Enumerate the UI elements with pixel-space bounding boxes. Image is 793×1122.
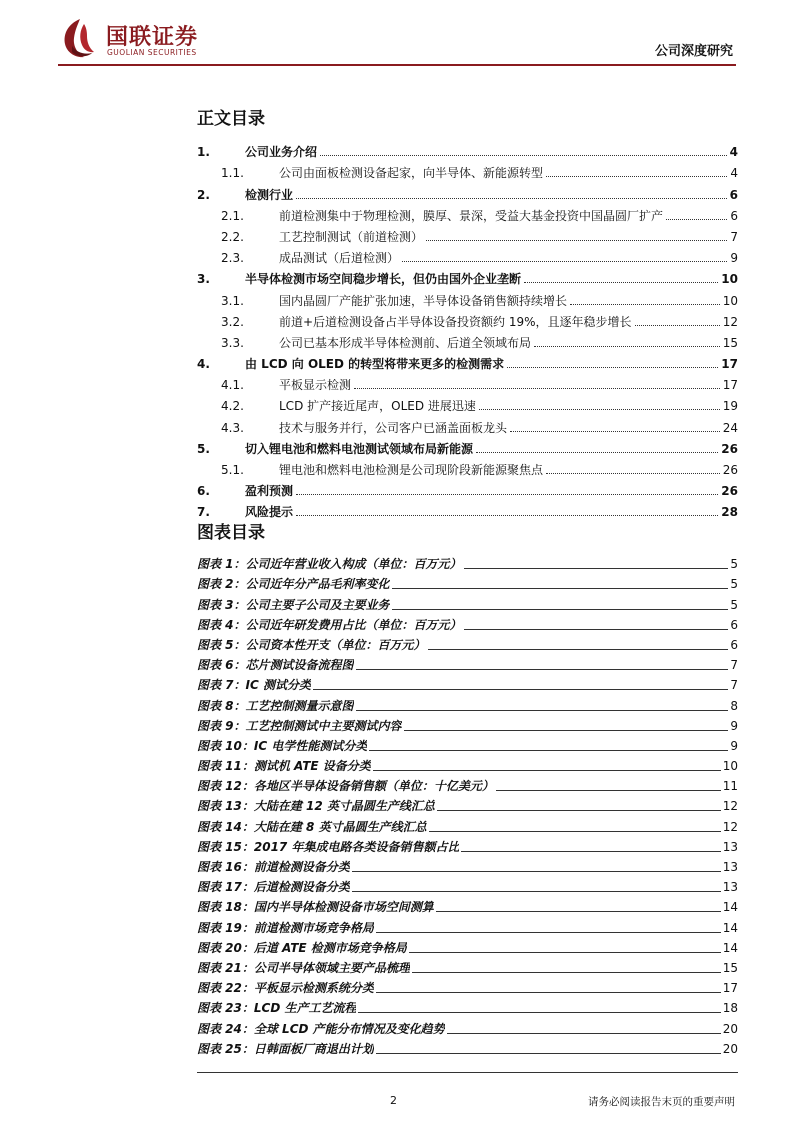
figure-entry-leader [404, 730, 729, 731]
toc-dot-leader [476, 452, 718, 453]
toc-entry-title: LCD 扩产接近尾声，OLED 进展迅速 [279, 399, 476, 414]
toc-entry-page: 26 [722, 463, 738, 477]
figure-entry-title: 图表 12：各地区半导体设备销售额（单位：十亿美元） [197, 779, 494, 794]
toc-section-entry[interactable] [197, 413, 738, 434]
toc-entry-title: 工艺控制测试（前道检测） [279, 229, 424, 244]
toc-entry-title: 公司由面板检测设备起家，向半导体、新能源转型 [279, 166, 544, 181]
toc-entry-title: 风险提示 [245, 505, 294, 520]
toc-entry-number: 2.3. [221, 251, 244, 266]
toc-entry-number: 5. [197, 441, 210, 456]
toc-entry-number: 5.1. [221, 463, 244, 477]
figure-entry-page: 5 [730, 597, 738, 612]
figure-entry-page: 6 [730, 637, 738, 652]
toc-chapter-entry[interactable] [197, 435, 738, 456]
figure-entry-page: 8 [730, 698, 738, 713]
figure-entry-page: 5 [730, 557, 738, 572]
figure-entry-page: 13 [722, 880, 738, 895]
toc-entry-number: 3. [197, 272, 210, 287]
toc-entry-number: 1. [197, 145, 210, 160]
figure-entry-leader [437, 810, 721, 811]
toc-entry-title: 切入锂电池和燃料电池测试领域布局新能源 [245, 441, 474, 456]
figure-entry-page: 14 [722, 940, 738, 955]
figure-entry-leader [352, 891, 721, 892]
toc-dot-leader [635, 325, 720, 326]
toc-entry-number: 7. [197, 505, 210, 520]
toc-entry-page: 4 [730, 166, 738, 181]
company-logo [58, 16, 228, 60]
toc-entry-title: 锂电池和燃料电池检测是公司现阶段新能源聚焦点 [279, 463, 544, 477]
toc-entry-number: 2.2. [221, 229, 244, 244]
toc-dot-leader [510, 431, 720, 432]
figure-entry-title: 图表 16：前道检测设备分类 [197, 860, 350, 874]
logo-icon [58, 16, 102, 60]
toc-entry-page: 15 [722, 335, 738, 350]
toc-entry-page: 17 [722, 378, 738, 393]
figure-entry-page: 9 [730, 738, 738, 753]
toc-entry-page: 26 [721, 484, 738, 499]
toc-dot-leader [546, 176, 727, 177]
toc-dot-leader [296, 198, 727, 199]
figure-entry-leader [392, 588, 729, 589]
figure-list-entry[interactable] [197, 955, 738, 975]
figure-list-entry[interactable] [197, 632, 738, 652]
figure-list-entry[interactable] [197, 793, 738, 813]
figure-entry-leader [409, 952, 721, 953]
toc-entry-title: 公司已基本形成半导体检测前、后道全领域布局 [279, 335, 532, 350]
figure-entry-leader [429, 831, 721, 832]
figure-list-entry[interactable] [197, 713, 738, 733]
figure-entry-leader [376, 992, 721, 993]
footer-disclaimer: 请务必阅读报告末页的重要声明 [588, 1096, 735, 1108]
toc-entry-page: 6 [729, 187, 738, 202]
toc-chapter-entry[interactable] [197, 138, 738, 159]
toc-dot-leader [507, 367, 718, 368]
report-type-label: 公司深度研究 [654, 44, 733, 59]
figure-entry-page: 7 [730, 658, 738, 673]
header-divider [58, 64, 736, 66]
toc-entry-title: 技术与服务并行，公司客户已涵盖面板龙头 [279, 420, 508, 435]
toc-entry-number: 4.2. [221, 399, 244, 414]
toc-entry-title: 半导体检测市场空间稳步增长，但仍由国外企业垄断 [245, 272, 522, 287]
toc-entry-page: 7 [730, 229, 738, 244]
toc-dot-leader [524, 282, 718, 283]
figure-entry-title: 图表 11：测试机 ATE 设备分类 [197, 759, 371, 774]
figure-entry-title: 图表 19：前道检测市场竞争格局 [197, 920, 374, 935]
figure-list-entry[interactable] [197, 914, 738, 934]
figure-list-entry[interactable] [197, 1015, 738, 1035]
toc-chapter-entry[interactable] [197, 498, 738, 519]
toc-entry-title: 前道检测集中于物理检测，膜厚、景深，受益大基金投资中国晶圆厂扩产 [279, 208, 664, 223]
toc-entry-title: 平板显示检测 [279, 378, 352, 393]
figure-entry-title: 图表 10：IC 电学性能测试分类 [197, 738, 368, 753]
figure-entry-title: 图表 4：公司近年研发费用占比（单位：百万元） [197, 617, 462, 632]
page-number: 2 [390, 1094, 397, 1107]
toc-dot-leader [546, 473, 720, 474]
figure-entry-title: 图表 5：公司资本性开支（单位：百万元） [197, 637, 426, 652]
toc-dot-leader [534, 346, 720, 347]
toc-entry-title: 国内晶圆厂产能扩张加速，半导体设备销售额持续增长 [279, 293, 568, 308]
figure-list-entry[interactable] [197, 612, 738, 632]
table-of-contents [197, 138, 738, 519]
figure-entry-leader [464, 568, 729, 569]
toc-entry-page: 26 [721, 441, 738, 456]
toc-entry-page: 24 [722, 420, 738, 435]
figure-entry-leader [392, 609, 729, 610]
figure-entry-leader [436, 911, 721, 912]
toc-entry-page: 4 [729, 145, 738, 160]
figure-entry-title: 图表 17：后道检测设备分类 [197, 880, 350, 895]
figure-entry-page: 14 [722, 920, 738, 935]
logo-chinese-name: 国联证券 [106, 25, 199, 50]
toc-entry-title: 由 LCD 向 OLED 的转型将带来更多的检测需求 [245, 357, 505, 372]
figure-entry-title: 图表 18：国内半导体检测设备市场空间测算 [197, 900, 434, 915]
figure-list-entry[interactable] [197, 591, 738, 611]
toc-entry-title: 公司业务介绍 [245, 145, 318, 160]
toc-section-entry[interactable] [197, 223, 738, 244]
figure-list-entry[interactable] [197, 652, 738, 672]
figure-entry-page: 9 [730, 718, 738, 733]
figure-entry-title: 图表 24：全球 LCD 产能分布情况及变化趋势 [197, 1021, 445, 1036]
figure-entry-page: 20 [722, 1021, 738, 1036]
figure-entry-title: 图表 15：2017 年集成电路各类设备销售额占比 [197, 839, 460, 854]
figure-entry-leader [464, 629, 729, 630]
figure-entry-title: 图表 23：LCD 生产工艺流程 [197, 1001, 357, 1016]
figure-list-entry[interactable] [197, 874, 738, 894]
figure-list-entry[interactable] [197, 692, 738, 712]
figure-entry-page: 11 [722, 779, 738, 794]
toc-section-entry[interactable] [197, 371, 738, 392]
figure-entry-title: 图表 25：日韩面板厂商退出计划 [197, 1041, 374, 1056]
figure-list-entry[interactable] [197, 995, 738, 1015]
figure-list-entry[interactable] [197, 834, 738, 854]
figure-entry-page: 7 [730, 678, 738, 693]
figure-list-entry[interactable] [197, 935, 738, 955]
toc-entry-page: 28 [721, 505, 738, 520]
figure-list-entry[interactable] [197, 571, 738, 591]
figure-entry-title: 图表 13：大陆在建 12 英寸晶圆生产线汇总 [197, 799, 435, 814]
toc-entry-page: 12 [722, 314, 738, 329]
figure-entry-page: 12 [722, 819, 738, 834]
toc-section-entry[interactable] [197, 329, 738, 350]
toc-entry-title: 成品测试（后道检测） [279, 251, 400, 266]
toc-section-entry[interactable] [197, 456, 738, 477]
toc-chapter-entry[interactable] [197, 477, 738, 498]
figure-list-entry[interactable] [197, 1036, 738, 1056]
toc-entry-number: 4.3. [221, 420, 244, 435]
toc-dot-leader [570, 304, 720, 305]
toc-entry-number: 4.1. [221, 378, 244, 393]
figure-entry-leader [461, 851, 720, 852]
toc-dot-leader [402, 261, 727, 262]
figure-list-entry[interactable] [197, 975, 738, 995]
toc-dot-leader [426, 240, 727, 241]
toc-section-entry[interactable] [197, 244, 738, 265]
toc-section-entry[interactable] [197, 202, 738, 223]
list-of-figures-title: 图表目录 [197, 523, 265, 543]
toc-entry-number: 2. [197, 187, 210, 202]
figure-list-entry[interactable] [197, 813, 738, 833]
figure-entry-page: 5 [730, 577, 738, 592]
figure-list-entry[interactable] [197, 894, 738, 914]
figure-entry-title: 图表 22：平板显示检测系统分类 [197, 981, 374, 996]
figure-entry-leader [376, 1053, 721, 1054]
figure-entry-page: 6 [730, 617, 738, 632]
figure-entry-leader [356, 669, 729, 670]
figure-entry-title: 图表 6：芯片测试设备流程图 [197, 658, 354, 673]
figure-entry-leader [373, 770, 721, 771]
figure-entry-title: 图表 2：公司近年分产品毛利率变化 [197, 577, 390, 592]
figure-entry-page: 18 [722, 1001, 738, 1016]
toc-entry-page: 10 [722, 293, 738, 308]
figure-list-entry[interactable] [197, 773, 738, 793]
toc-entry-page: 10 [721, 272, 738, 287]
figure-entry-title: 图表 1：公司近年营业收入构成（单位：百万元） [197, 557, 462, 572]
toc-entry-title: 前道+后道检测设备占半导体设备投资额约 19%，且逐年稳步增长 [279, 314, 632, 329]
figure-entry-page: 10 [722, 759, 738, 774]
figure-entry-leader [447, 1033, 721, 1034]
figure-entry-leader [313, 689, 728, 690]
toc-entry-page: 9 [730, 251, 738, 266]
figure-entry-title: 图表 14：大陆在建 8 英寸晶圆生产线汇总 [197, 819, 427, 834]
figure-entry-leader [356, 710, 729, 711]
toc-chapter-entry[interactable] [197, 265, 738, 286]
figure-entry-leader [496, 790, 721, 791]
figure-entry-page: 14 [722, 900, 738, 915]
figure-entry-page: 20 [722, 1041, 738, 1056]
toc-dot-leader [479, 409, 720, 410]
toc-entry-number: 3.1. [221, 293, 244, 308]
list-of-figures [197, 551, 738, 1056]
list-bottom-divider [197, 1072, 738, 1073]
figure-entry-title: 图表 20：后道 ATE 检测市场竞争格局 [197, 940, 407, 955]
toc-entry-page: 17 [721, 357, 738, 372]
toc-entry-number: 2.1. [221, 208, 244, 223]
toc-chapter-entry[interactable] [197, 180, 738, 201]
figure-entry-leader [376, 932, 721, 933]
figure-entry-title: 图表 3：公司主要子公司及主要业务 [197, 597, 390, 612]
figure-entry-leader [428, 649, 729, 650]
figure-entry-page: 15 [722, 960, 738, 975]
figure-list-entry[interactable] [197, 672, 738, 692]
toc-dot-leader [354, 388, 720, 389]
toc-entry-number: 6. [197, 484, 210, 499]
toc-entry-page: 6 [730, 208, 738, 223]
toc-section-entry[interactable] [197, 392, 738, 413]
toc-entry-page: 19 [722, 399, 738, 414]
logo-english-name: GUOLIAN SECURITIES [107, 48, 197, 57]
toc-entry-number: 1.1. [221, 166, 244, 181]
toc-entry-number: 4. [197, 357, 210, 372]
page-header [0, 0, 793, 80]
figure-entry-page: 13 [722, 860, 738, 874]
toc-chapter-entry[interactable] [197, 350, 738, 371]
figure-list-entry[interactable] [197, 551, 738, 571]
toc-dot-leader [296, 515, 718, 516]
figure-entry-title: 图表 8：工艺控制测量示意图 [197, 698, 354, 713]
figure-list-entry[interactable] [197, 753, 738, 773]
figure-entry-leader [369, 750, 728, 751]
figure-entry-leader [352, 871, 721, 872]
figure-entry-leader [412, 972, 721, 973]
toc-section-entry[interactable] [197, 159, 738, 180]
figure-entry-title: 图表 7：IC 测试分类 [197, 678, 311, 693]
figure-entry-page: 17 [722, 981, 738, 996]
figure-list-entry[interactable] [197, 733, 738, 753]
toc-entry-number: 3.3. [221, 335, 244, 350]
figure-entry-title: 图表 21：公司半导体领域主要产品梳理 [197, 960, 410, 975]
figure-list-entry[interactable] [197, 854, 738, 874]
toc-title: 正文目录 [197, 109, 265, 129]
toc-dot-leader [320, 155, 727, 156]
toc-dot-leader [296, 494, 718, 495]
figure-entry-leader [358, 1012, 720, 1013]
toc-entry-number: 3.2. [221, 314, 244, 329]
toc-entry-title: 检测行业 [245, 187, 294, 202]
figure-entry-title: 图表 9：工艺控制测试中主要测试内容 [197, 718, 402, 733]
toc-entry-title: 盈利预测 [245, 484, 294, 499]
figure-entry-page: 12 [722, 799, 738, 814]
toc-section-entry[interactable] [197, 308, 738, 329]
toc-dot-leader [666, 219, 727, 220]
toc-section-entry[interactable] [197, 286, 738, 307]
figure-entry-page: 13 [722, 839, 738, 854]
